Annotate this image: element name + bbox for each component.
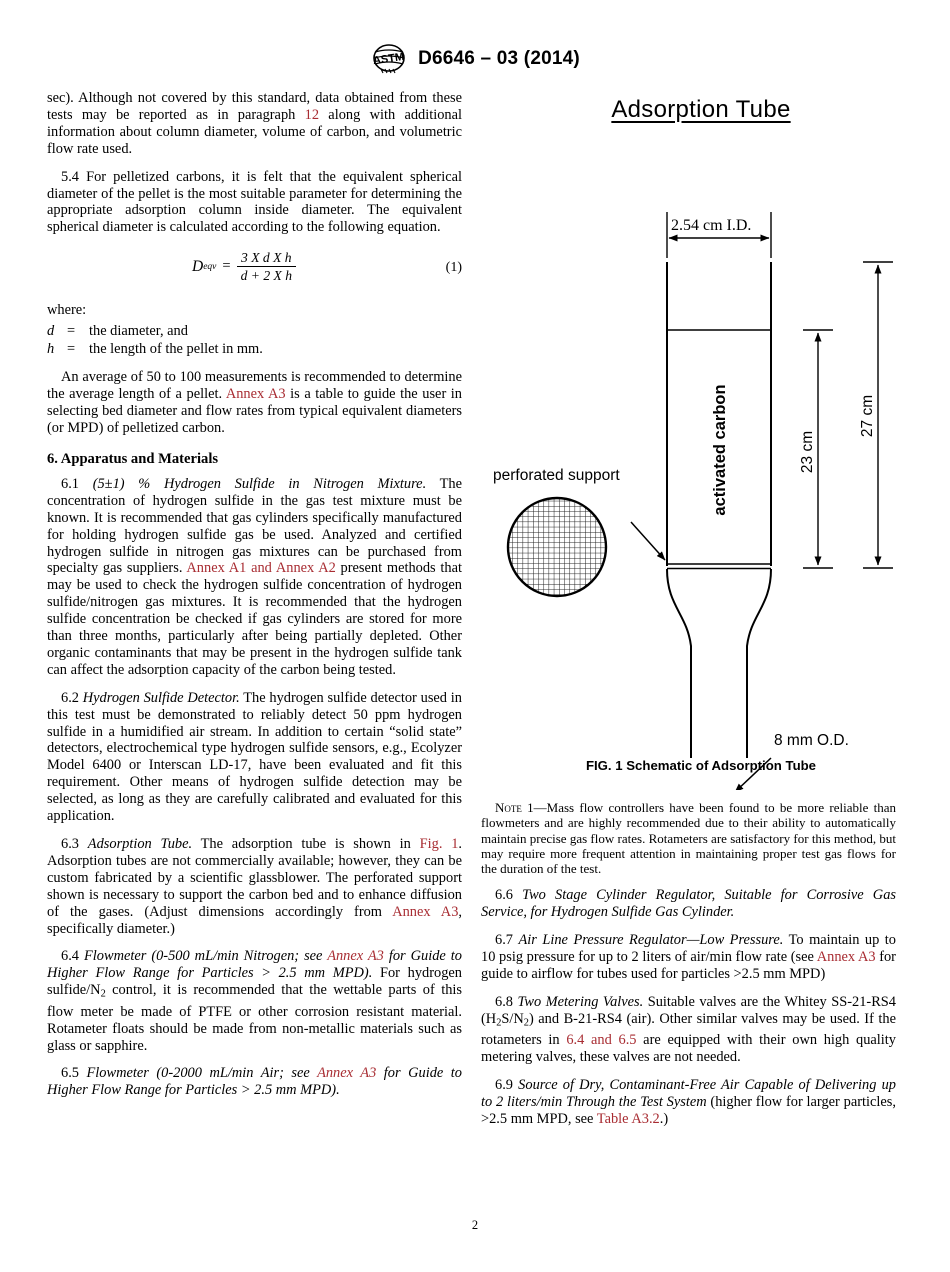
para-6-3-text-1: The adsorption tube is shown in xyxy=(192,836,420,852)
where-item xyxy=(47,341,462,359)
equation-1-body xyxy=(192,250,296,283)
equation-equals: = xyxy=(222,258,231,275)
para-6-1-text-1: The concentration of hydrogen sulfide in the gas test mixture must be known. It is recommended that gas cylinders specifically manufactured for holding hydrogen sulfide gas be used. Analyzed and certified hydrogen sulfide in nitrogen gas mixtures can be purchased from specialty gas suppliers. xyxy=(47,475,462,577)
where-definition: the length of the pellet in mm. xyxy=(89,340,263,357)
equation-fraction xyxy=(237,250,296,283)
link-table-a3-2[interactable]: Table A3.2 xyxy=(596,1111,660,1128)
paragraph-6-8 xyxy=(481,994,896,1066)
where-item xyxy=(47,323,462,341)
paragraph-6-3 xyxy=(47,836,462,937)
where-equals: = xyxy=(67,340,76,357)
para-6-6-number: 6.6 xyxy=(495,887,523,904)
para-6-5-number: 6.5 xyxy=(61,1065,87,1082)
para-6-5-title-2: for Guide to Higher Flow Range for Particles > 2.5 mm MPD). xyxy=(47,1065,463,1099)
label-tube-height: 27 cm xyxy=(859,394,876,438)
para-6-8-text-4: are equipped with their own high quality metering valves, these valves are not needed. xyxy=(481,1032,896,1066)
equation-subscript: eqv xyxy=(203,261,217,272)
para-6-2-number: 6.2 xyxy=(61,689,83,706)
page-header xyxy=(0,44,950,74)
figure-title-text: Adsorption Tube xyxy=(611,96,791,123)
link-annex-a3-3[interactable]: Annex A3 xyxy=(327,948,384,965)
paragraph-6-5 xyxy=(47,1065,462,1099)
note-1-label: Note 1 xyxy=(495,800,534,815)
para-6-9-title: Source of Dry, Contaminant-Free Air Capable of Delivering up to 2 liters/min Through the Test System xyxy=(481,1077,896,1111)
para-6-1-text-2: present methods that may be used to check the hydrogen sulfide concentration of hydrogen sulfide/nitrogen gas mixtures. It is recommended that the hydrogen sulfide concentration be checked if gas cylinders are stored for more than three months, particularly after being partially depleted. Other organic contaminants that may be present in the hydrogen sulfide tank can affect the adsorption capacity of the carbon being tested. xyxy=(47,560,462,678)
label-outer-diameter: 8 mm O.D. xyxy=(774,732,849,749)
para-6-5-title-1: Flowmeter (0-2000 mL/min Air; see xyxy=(86,1065,318,1082)
equation-numerator: 3 X d X h xyxy=(241,250,292,266)
where-symbol: d xyxy=(47,323,55,340)
section-6-heading: 6. Apparatus and Materials xyxy=(47,450,219,467)
para-6-8-text-1: Suitable valves are the Whitey SS-21-RS4 (H xyxy=(481,994,896,1027)
para-6-7-number: 6.7 xyxy=(495,932,519,949)
link-annex-a3-5[interactable]: Annex A3 xyxy=(816,949,876,966)
equation-variable: D xyxy=(192,257,204,275)
paragraph-5-3-continued xyxy=(47,90,462,158)
svg-text:ASTM: ASTM xyxy=(372,50,405,68)
para-6-3-title: Adsorption Tube. xyxy=(87,836,193,852)
page-number: 2 xyxy=(471,1218,479,1232)
para-6-7-text-1: To maintain up to 10 psig pressure for up to 2 liters of air/min flow rate (see xyxy=(481,932,896,966)
document-designation: D6646 – 03 (2014) xyxy=(418,48,580,69)
para-6-1-title: (5±1) % Hydrogen Sulfide in Nitrogen Mixture. xyxy=(92,475,427,492)
para-6-4-title-1: Flowmeter (0-500 mL/min Nitrogen; see xyxy=(83,948,328,965)
para-6-4-number: 6.4 xyxy=(61,948,84,965)
link-annex-a1-a2[interactable]: Annex A1 and Annex A2 xyxy=(186,560,336,577)
para-6-6-title: Two Stage Cylinder Regulator, Suitable for Corrosive Gas Service, for Hydrogen Sulfide Gas Cylinder. xyxy=(481,887,896,921)
left-column xyxy=(47,90,462,1099)
link-fig-1[interactable]: Fig. 1 xyxy=(419,836,459,852)
para-average-text-2: is a table to guide the user in selecting bed diameter and flow rates from typical equivalent diameters (or MPD) of pelletized carbon. xyxy=(47,386,462,436)
where-definition: the diameter, and xyxy=(89,323,188,340)
para-6-8-text-2: S/N xyxy=(501,1010,524,1027)
para-6-2-title: Hydrogen Sulfide Detector. xyxy=(82,689,240,706)
figure-caption: FIG. 1 Schematic of Adsorption Tube xyxy=(585,758,817,773)
paragraph-6-7 xyxy=(481,932,896,983)
para-6-4-text-1: For hydrogen sulfide/N xyxy=(47,965,462,999)
para-6-3-text-2: . Adsorption tubes are not commercially available; however, they can be custom fabricated by a scientific glassblower. The perforated support shown is necessary to support the carbon bed and to enhance diffusion of the gases. (Adjust dimensions accordingly from xyxy=(47,836,463,920)
para-6-2-text: The hydrogen sulfide detector used in this test must be demonstrated to reliably detect 50 ppm hydrogen sulfide in a humidified air stream. In addition to certain “solid state” detectors, electrochemical type hydrogen sulfide sensors, e.g., Ecolyzer Model 6400 or Interscan LD-17, have been evaluated and fit this requirement. Other means of hydrogen sulfide detection may be selected, as long as they are carefully calibrated and evaluated for this application. xyxy=(47,689,462,825)
para-6-9-text-1: (higher flow for larger particles, >2.5 mm MPD, see xyxy=(481,1094,896,1128)
paragraph-6-6 xyxy=(481,887,896,921)
figure-1 xyxy=(481,90,921,790)
para-6-3-number: 6.3 xyxy=(61,836,88,852)
label-activated-carbon: activated carbon xyxy=(711,384,729,516)
equation-denominator: d + 2 X h xyxy=(237,266,296,283)
adsorption-tube-schematic xyxy=(481,90,921,790)
para-6-7-title: Air Line Pressure Regulator—Low Pressure. xyxy=(518,932,784,949)
where-symbol: h xyxy=(47,340,55,357)
para-5-3-text-2: along with additional information about column diameter, volume of carbon, and volumetric flow rate used. xyxy=(47,106,462,157)
where-equals: = xyxy=(67,323,76,340)
link-6-4-and-6-5[interactable]: 6.4 and 6.5 xyxy=(566,1032,637,1049)
paragraph-6-4 xyxy=(47,948,462,1054)
label-perforated-support: perforated support xyxy=(493,467,620,484)
para-6-9-text-2: .) xyxy=(659,1111,669,1128)
para-6-4-title-2: for Guide to Higher Flow Range for Particles > 2.5 mm MPD). xyxy=(47,948,463,982)
para-6-9-number: 6.9 xyxy=(495,1077,519,1094)
astm-logo-icon xyxy=(370,44,408,74)
link-paragraph-12[interactable]: 12 xyxy=(304,106,320,123)
link-annex-a3-4[interactable]: Annex A3 xyxy=(317,1065,377,1082)
para-6-8-number: 6.8 xyxy=(495,994,518,1011)
para-6-4-text-2: control, it is recommended that the wettable parts of this flow meter be made of PTFE or other corrosion resistant material. Rotameter floats should be made from non-metallic materials such as glass or sapphire. xyxy=(47,982,462,1054)
equation-1 xyxy=(47,248,462,292)
paragraph-6-9 xyxy=(481,1077,896,1128)
paragraph-average-measurements xyxy=(47,369,462,437)
where-definitions-list xyxy=(47,323,462,358)
link-annex-a3-2[interactable]: Annex A3 xyxy=(392,903,459,920)
paragraph-5-4: 5.4 For pelletized carbons, it is felt that the equivalent spherical diameter of the pellet is the most suitable parameter for determining the appropriate adsorption column inside diameter. The equivalent spherical diameter is calculated according to the following equation. xyxy=(47,168,462,236)
label-bed-height: 23 cm xyxy=(799,430,816,474)
where-label: where: xyxy=(47,302,87,319)
para-6-8-subscript-1: 2 xyxy=(496,1017,502,1029)
link-annex-a3[interactable]: Annex A3 xyxy=(225,386,286,403)
para-5-3-text-1: sec). Although not covered by this standard, data obtained from these tests may be reported as in paragraph xyxy=(47,90,462,123)
para-6-7-text-2: for guide to airflow for tubes used for particles >2.5 mm MPD) xyxy=(481,949,896,983)
paragraph-6-1 xyxy=(47,476,462,679)
equation-number: (1) xyxy=(445,260,462,276)
para-6-8-text-3: ) and B-21-RS4 (air). Other similar valves may be used. If the rotameters in xyxy=(481,1010,896,1049)
para-6-8-title: Two Metering Valves. xyxy=(517,994,644,1011)
para-6-8-subscript-2: 2 xyxy=(523,1017,529,1029)
para-6-1-number: 6.1 xyxy=(61,475,93,492)
paragraph-6-2 xyxy=(47,690,462,825)
note-1-dash: — xyxy=(533,800,547,815)
para-6-3-text-3: , specifically diameter.) xyxy=(47,903,462,937)
para-6-4-subscript: 2 xyxy=(100,988,106,1000)
note-1 xyxy=(481,800,896,876)
note-1-body: Mass flow controllers have been found to be more reliable than flowmeters and are highly recommended due to their ability to automatically maintain precise gas flow rates. Rotameters are satisfactory for this method, but may require more frequent attention in maintaining proper test gas flows for the duration of the test. xyxy=(481,800,896,877)
label-inner-diameter: 2.54 cm I.D. xyxy=(671,217,752,234)
para-average-text-1: An average of 50 to 100 measurements is recommended to determine the average length of a pellet. xyxy=(47,369,462,403)
